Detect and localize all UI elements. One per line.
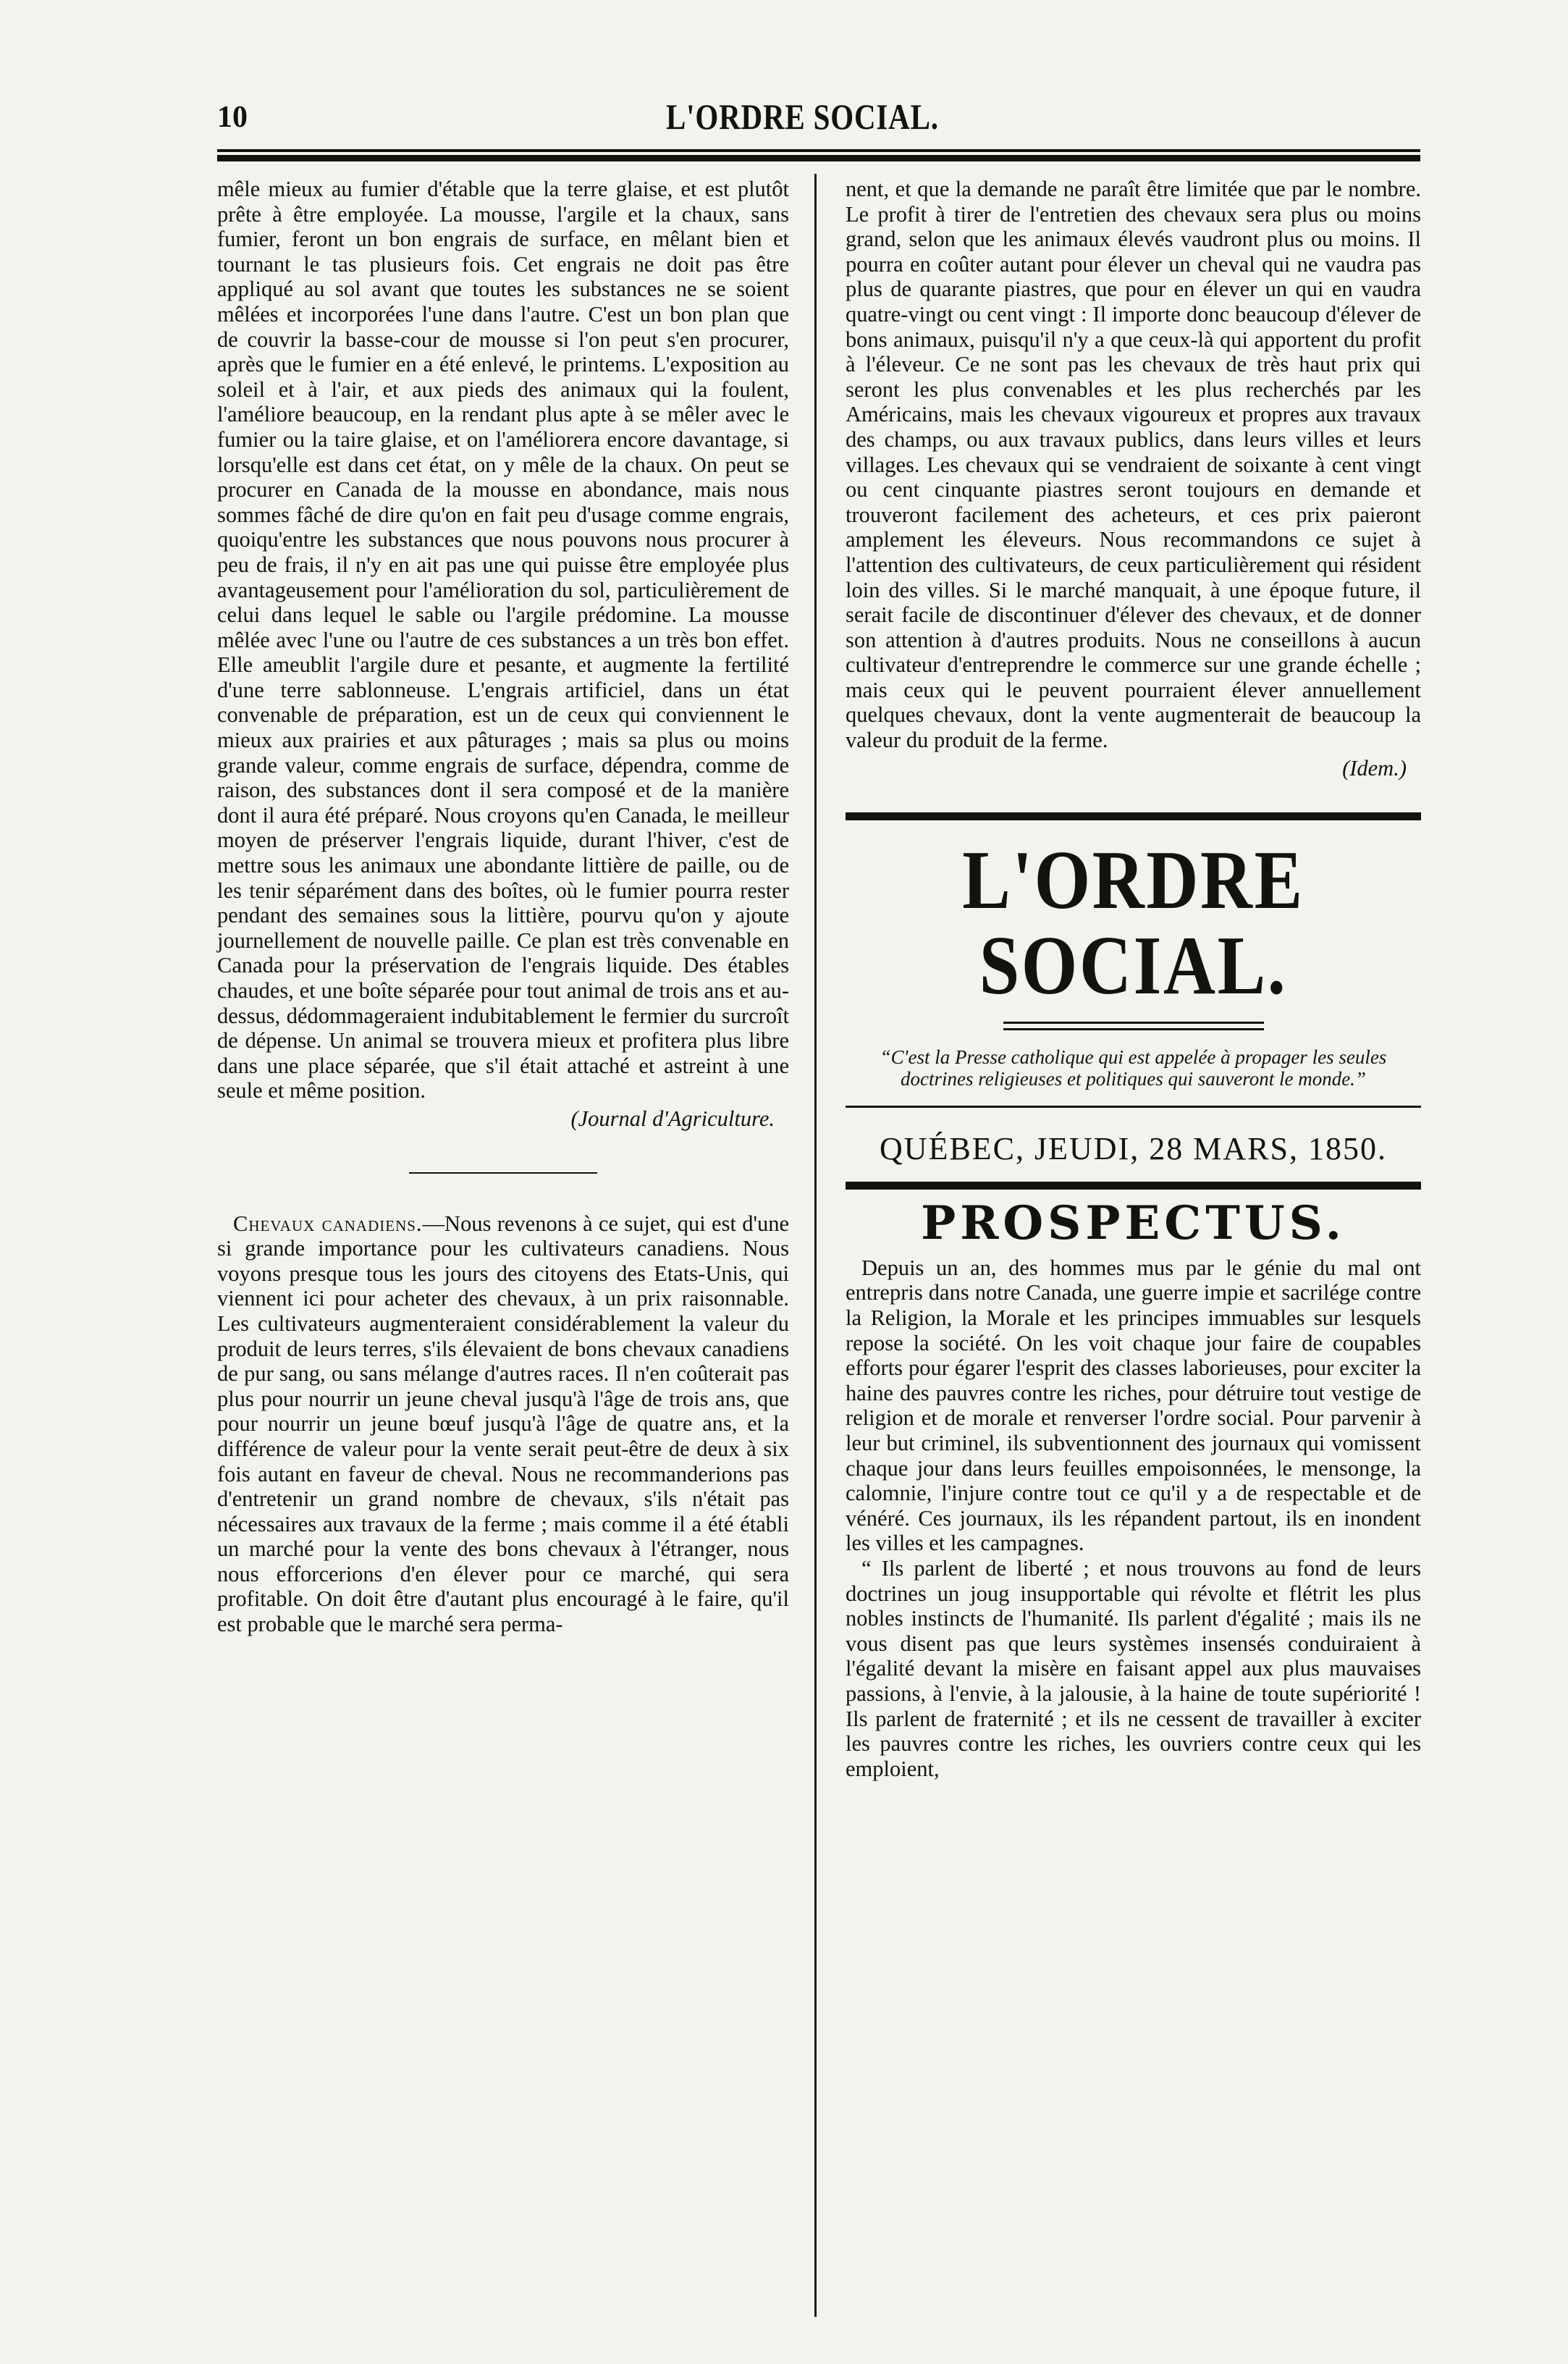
masthead-ornament-rule <box>1003 1028 1264 1030</box>
masthead: L'ORDRE SOCIAL. <box>962 834 1304 1013</box>
header-rule-thin <box>217 149 1420 152</box>
page-header <box>217 96 1419 143</box>
running-title: L'ORDRE SOCIAL. <box>666 96 939 137</box>
article-paragraph: —Nous revenons à ce sujet, qui est d'une si grande importance pour les cultivateurs canadiens. Nous voyons presque tous les jours des citoyens des Etats-Unis, qui viennent ici pour acheter des chevaux, à un prix raisonnable. Les cultivateurs augmenteraient considérablement la valeur du produit de leurs terres, s'ils élevaient de bons chevaux canadiens de pur sang, ou sans mélange d'autres races. Il n'en coûterait pas plus pour nourrir un jeune cheval jusqu'à l'âge de trois ans, que pour nourrir un jeune bœuf jusqu'à l'âge de quatre ans, et la différence de valeur pour la vente serait peut-être de deux à six fois autant en faveur de cheval. Nous ne recommanderions pas d'entretenir un grand nombre de chevaux, s'ils n'était pas nécessaires aux travaux de la ferme ; mais comme il a été établi un marché pour la vente des bons chevaux à l'étranger, nous nous efforcerions d'en élever pour ce marché, qui sera profitable. On doit être d'autant plus encouragé à le faire, qu'il est probable que le marché sera perma- <box>217 1211 789 1637</box>
dateline: QUÉBEC, JEUDI, 28 MARS, 1850. <box>880 1131 1387 1167</box>
prospectus-paragraph: Depuis un an, des hommes mus par le génie du mal ont entrepris dans notre Canada, une guerre impie et sacrilége contre la Religion, la Morale et les principes immuables sur lesquels repose la société. On les voit chaque jour faire de coupables efforts pour égarer l'esprit des classes laborieuses, pour exciter la haine des pauvres contre les riches, pour détruire tout vestige de religion et de morale et renverser l'ordre social. Pour parvenir à leur but criminel, ils subventionnent des journaux qui vomissent chaque jour dans leurs feuilles empoisonnées, le mensonge, la calomnie, l'injure contre tout ce qu'il y a de respectable et de vénéré. Ces journaux, ils les répandent partout, ils en inondent les villes et les campagnes. <box>846 1255 1421 1556</box>
article-paragraph: mêle mieux au fumier d'étable que la terre glaise, et est plutôt prête à être employée. La mousse, l'argile et la chaux, sans fumier, feront un bon engrais de surface, en mêlant bien et tournant le tas plusieurs fois. Cet engrais ne doit pas être appliqué au sol avant que toutes les substances ne se soient mêlées et incorporées l'une dans l'autre. C'est un bon plan que de couvrir la basse-cour de mousse si l'on peut s'en procurer, après que le fumier en a été enlevé, le printems. L'exposition au soleil et à l'air, et aux pieds des animaux qui la foulent, l'améliore beaucoup, en la rendant plus apte à se mêler avec le fumier ou la taire glaise, et on l'améliorera encore davantage, si lorsqu'elle est dans cet état, on y mêle de la chaux. On peut se procurer en Canada de la mousse en abondance, mais nous sommes fâché de dire qu'on en fait peu d'usage comme engrais, quoiqu'entre les substances que nous pouvons nous procurer à peu de frais, il n'y en ait pas une qui puisse être employée plus avantageusement pour l'amélioration du sol, particulièrement de celui dans lequel le sable ou l'argile prédomine. La mousse mêlée avec l'une ou l'autre de ces substances a un très bon effet. Elle ameublit l'argile dure et pesante, et augmente la fertilité d'une terre sablonneuse. L'engrais artificiel, dans un état convenable de préparation, est un de ceux qui conviennent le mieux aux prairies et aux pâturages ; mais sa plus ou moins grande valeur, comme engrais de surface, dépendra, comme de raison, des substances dont il sera composé et de la manière dont il aura été préparé. Nous croyons qu'en Canada, le meilleur moyen de préserver l'engrais liquide, durant l'hiver, c'est de mettre sous les animaux une abondante littière de paille, ou de les tenir séparément dans des boîtes, où le fumier pourra rester pendant des semaines sous la littière, pourvu qu'on y ajoute journellement de nouvelle paille. Ce plan est très convenable en Canada pour la préservation de l'engrais liquide. Des étables chaudes, et une boîte séparée pour tout animal de trois ans et au-dessus, dédommageraient indubitablement le fermier du surcroît de dépense. Un animal se trouvera mieux et profitera plus libre dans une place séparée, que s'il était attaché et astreint à une seule et même position. <box>217 177 789 1103</box>
dateline-rule-top <box>846 1106 1421 1108</box>
article-heading: Chevaux canadiens. <box>233 1211 423 1236</box>
masthead-rule-top <box>846 812 1421 820</box>
continued-attribution: (Idem.) <box>1342 755 1407 781</box>
page-number: 10 <box>217 101 248 134</box>
prospectus-paragraph: “ Ils parlent de liberté ; et nous trouvons au fond de leurs doctrines un joug insupportable qui révolte et flétrit les plus nobles instincts de l'humanité. Ils parlent d'égalité ; mais ils ne vous disent pas que leurs systèmes insensés conduiraient à l'égalité devant la misère en faisant appel aux plus mauvaises passions, à l'envie, à la jalousie, à la haine de toute supériorité ! Ils parlent de fraternité ; et ils ne cessent de travailler à exciter les pauvres contre les riches, les ouvriers contre ceux qui les emploient, <box>846 1555 1421 1781</box>
header-rule-thick <box>217 155 1420 161</box>
article-separator <box>409 1172 597 1174</box>
dateline-rule-bottom <box>846 1182 1421 1190</box>
article-attribution: (Journal d'Agriculture. <box>570 1106 775 1131</box>
motto: “C'est la Presse catholique qui est appelée à propager les seules doctrines religieuses et politiques qui sauveront le monde.” <box>880 1046 1387 1090</box>
right-column <box>846 177 1421 1781</box>
continued-paragraph: nent, et que la demande ne paraît être limitée que par le nombre. Le profit à tirer de l'entretien des chevaux sera plus ou moins grand, selon que les animaux élevés vaudront plus ou moins. Il pourra en coûter autant pour élever un cheval qui ne vaudra pas plus de quarante piastres, que pour en élever un qui en vaudra quatre-vingt ou cent vingt : Il importe donc beaucoup d'élever de bons animaux, puisqu'il n'y a que ceux-là qui apportent du profit à l'éleveur. Ce ne sont pas les chevaux de très haut prix qui seront les plus convenables et les plus recherchés par les Américains, mais les chevaux vigoureux et propres aux travaux des champs, ou aux travaux publics, dans leurs villes et leurs villages. Les chevaux qui se vendraient de soixante à cent vingt ou cent cinquante piastres seront toujours en demande et trouveront facilement des acheteurs, et ces prix paieront amplement les éleveurs. Nous recommandons ce sujet à l'attention des cultivateurs, de ceux particulièrement qui résident loin des villes. Si le marché manquait, à une époque future, il serait facile de discontinuer d'élever des chevaux, et de donner son attention à d'autres produits. Nous ne conseillons à aucun cultivateur d'entreprendre le commerce sur une grande échelle ; mais ceux qui le peuvent pourraient élever annuellement quelques chevaux, dont la vente augmenterait de beaucoup la valeur du produit de la ferme. <box>846 177 1421 753</box>
left-column <box>217 177 789 1637</box>
masthead-ornament-rule <box>1003 1022 1264 1024</box>
column-divider <box>814 174 817 2317</box>
section-title: PROSPECTUS. <box>921 1196 1346 1251</box>
